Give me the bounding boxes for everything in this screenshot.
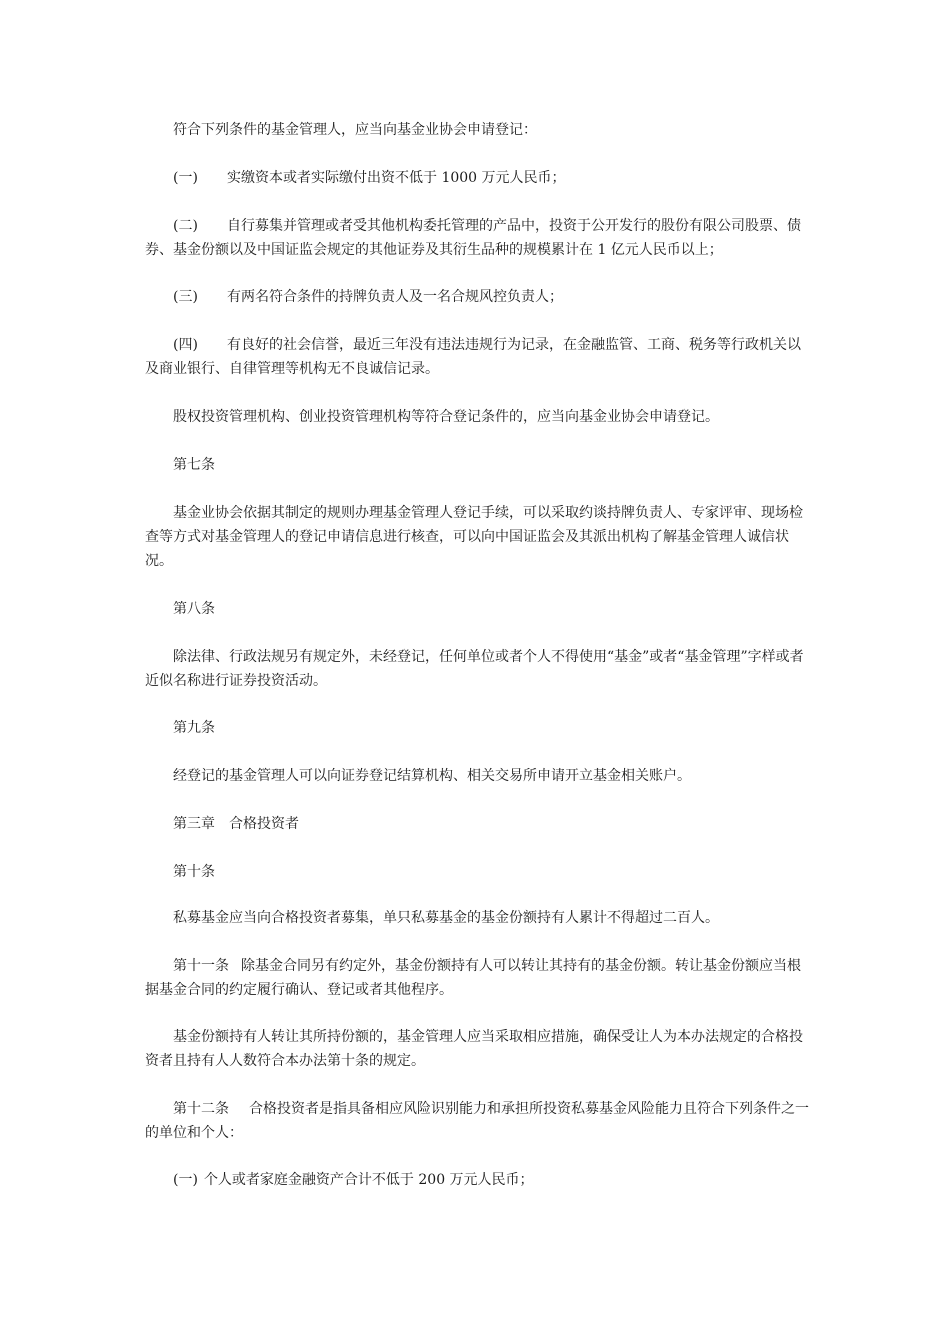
article-12-text: 合格投资者是指具备相应风险识别能力和承担所投资私募基金风险能力且符合下列条件之一的单位和个人： — [145, 1101, 809, 1141]
article-7-text: 基金业协会依据其制定的规则办理基金管理人登记手续，可以采取约谈持牌负责人、专家评审、现场检查等方式对基金管理人的登记申请信息进行核查，可以向中国证监会及其派出机构了解基金管理人诚信状况。 — [145, 505, 803, 569]
article-10-text: 私募基金应当向合格投资者募集，单只私募基金的基金份额持有人累计不得超过二百人。 — [173, 910, 719, 926]
article-11-title: 第十一条 — [173, 958, 229, 974]
item-text: 自行募集并管理或者受其他机构委托管理的产品中，投资于公开发行的股份有限公司股票、债券、基金份额以及中国证监会规定的其他证券及其衍生品种的规模累计在 1 亿元人民币以上； — [145, 218, 801, 258]
condition-item-4 — [145, 333, 811, 381]
condition-item-2 — [145, 214, 811, 262]
article-11-text: 除基金合同另有约定外，基金份额持有人可以转让其持有的基金份额。转让基金份额应当根据基金合同的约定履行确认、登记或者其他程序。 — [145, 958, 801, 998]
item-text: 有两名符合条件的持牌负责人及一名合规风控负责人； — [227, 289, 563, 305]
article-9-title: 第九条 — [173, 720, 215, 736]
article-8-text: 除法律、行政法规另有规定外，未经登记，任何单位或者个人不得使用“基金”或者“基金管理”字样或者近似名称进行证券投资活动。 — [145, 649, 804, 689]
paragraph-equity-investment: 股权投资管理机构、创业投资管理机构等符合登记条件的，应当向基金业协会申请登记。 — [173, 409, 719, 425]
article-9-text: 经登记的基金管理人可以向证券登记结算机构、相关交易所申请开立基金相关账户。 — [173, 768, 691, 784]
item-text: 个人或者家庭金融资产合计不低于 200 万元人民币； — [203, 1172, 534, 1188]
chapter-3-heading: 第三章 合格投资者 — [173, 816, 299, 832]
article-12 — [145, 1097, 811, 1145]
article-7-title: 第七条 — [173, 457, 215, 473]
item-text: 有良好的社会信誉，最近三年没有违法违规行为记录，在金融监管、工商、税务等行政机关以及商业银行、自律管理等机构无不良诚信记录。 — [145, 337, 801, 377]
item-number: (一) — [173, 1172, 198, 1188]
item-number: (二) — [173, 218, 198, 234]
item-number: (一) — [173, 170, 198, 186]
item-text: 实缴资本或者实际缴付出资不低于 1000 万元人民币； — [227, 170, 566, 186]
article-8-title: 第八条 — [173, 601, 215, 617]
item-number: (四) — [173, 337, 198, 353]
investor-condition-item-1 — [145, 1168, 811, 1192]
article-12-title: 第十二条 — [173, 1101, 229, 1117]
paragraph-registration-conditions: 符合下列条件的基金管理人，应当向基金业协会申请登记： — [173, 122, 537, 138]
condition-item-1 — [145, 166, 811, 190]
article-11-paragraph-2: 基金份额持有人转让其所持份额的，基金管理人应当采取相应措施，确保受让人为本办法规定的合格投资者且持有人人数符合本办法第十条的规定。 — [145, 1029, 803, 1069]
item-number: (三) — [173, 289, 198, 305]
article-10-title: 第十条 — [173, 864, 215, 880]
condition-item-3 — [145, 285, 811, 309]
article-11 — [145, 954, 811, 1002]
